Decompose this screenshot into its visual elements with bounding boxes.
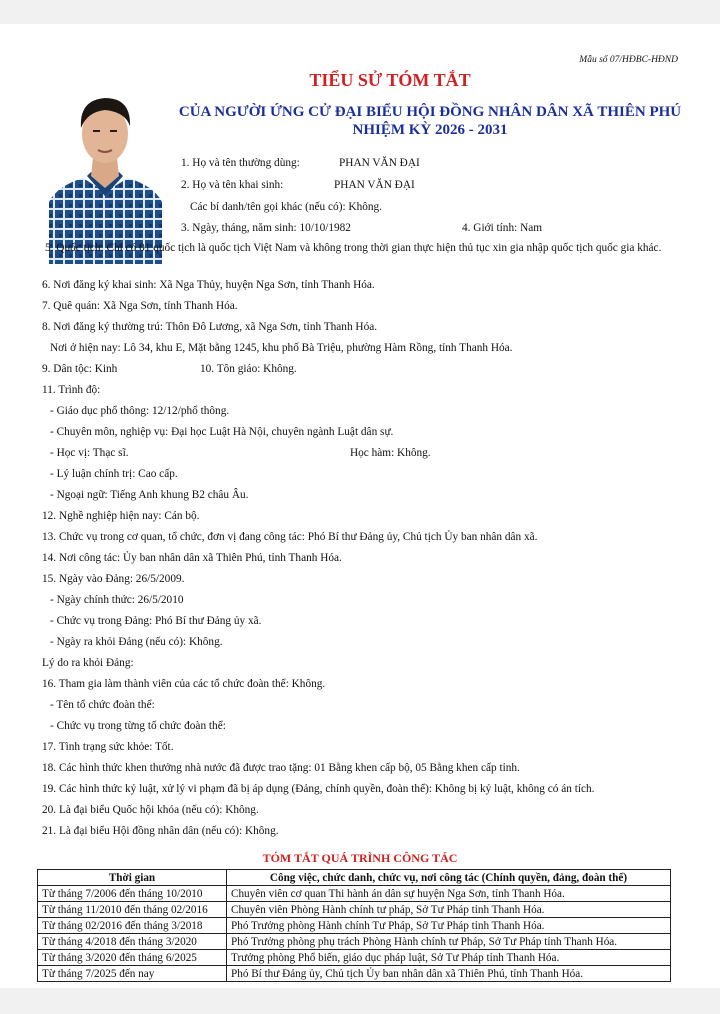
field-value: PHAN VĂN ĐẠI (339, 157, 420, 169)
table-header-row (38, 870, 671, 886)
field-degree: - Học vị: Thạc sĩ. (50, 447, 129, 459)
field-value: PHAN VĂN ĐẠI (334, 179, 415, 191)
table-cell-time: Từ tháng 02/2016 đến tháng 3/2018 (38, 918, 227, 934)
table-cell-role: Phó Trưởng phòng phụ trách Phòng Hành chính tư Pháp, Sở Tư Pháp tỉnh Thanh Hóa. (227, 934, 671, 950)
field-party-official-date: - Ngày chính thức: 26/5/2010 (50, 594, 184, 606)
table-cell-role: Chuyên viên cơ quan Thi hành án dân sự huyện Nga Sơn, tỉnh Thanh Hóa. (227, 886, 671, 902)
field-discipline: 19. Các hình thức kỷ luật, xử lý vi phạm đã bị áp dụng (Đảng, chính quyền, đoàn thể): Không bị kỷ luật, không có án tích. (42, 783, 595, 795)
field-label: 1. Họ và tên thường dùng: (181, 157, 300, 169)
field-health: 17. Tình trạng sức khỏe: Tốt. (42, 741, 174, 753)
column-header-time: Thời gian (38, 870, 227, 886)
term-subtitle: NHIỆM KỲ 2026 - 2031 (352, 122, 508, 138)
document-subtitle: CỦA NGƯỜI ỨNG CỬ ĐẠI BIỂU HỘI ĐỒNG NHÂN DÂN XÃ THIÊN PHÚ (178, 104, 682, 120)
field-party-leave-date: - Ngày ra khỏi Đảng (nếu có): Không. (50, 636, 223, 648)
work-history-title: TÓM TẮT QUÁ TRÌNH CÔNG TÁC (262, 851, 458, 865)
biography-document (0, 24, 720, 988)
field-birth-name (181, 178, 415, 192)
work-history-table (37, 869, 671, 982)
table-row (38, 902, 671, 918)
table-row (38, 966, 671, 982)
field-party-join-date: 15. Ngày vào Đảng: 26/5/2009. (42, 573, 185, 585)
field-permanent-residence: 8. Nơi đăng ký thường trú: Thôn Đô Lương, xã Nga Sơn, tỉnh Thanh Hóa. (42, 321, 378, 333)
field-qualifications: 11. Trình độ: (42, 384, 101, 396)
field-religion: 10. Tôn giáo: Không. (200, 363, 297, 375)
field-birth-registration: 6. Nơi đăng ký khai sinh: Xã Nga Thủy, huyện Nga Sơn, tỉnh Thanh Hóa. (42, 279, 375, 291)
field-hometown: 7. Quê quán: Xã Nga Sơn, tỉnh Thanh Hóa. (42, 300, 238, 312)
table-cell-time: Từ tháng 11/2010 đến tháng 02/2016 (38, 902, 227, 918)
field-birth-date: 3. Ngày, tháng, năm sinh: 10/10/1982 (181, 222, 351, 234)
document-title: TIỂU SỬ TÓM TẮT (309, 70, 471, 90)
field-position: 13. Chức vụ trong cơ quan, tổ chức, đơn vị đang công tác: Phó Bí thư Đảng ủy, Chủ tịch Ủy ban nhân dân xã. (42, 531, 538, 543)
field-specialty: - Chuyên môn, nghiệp vụ: Đại học Luật Hà Nội, chuyên ngành Luật dân sự. (50, 426, 394, 438)
table-row (38, 934, 671, 950)
field-gender: 4. Giới tính: Nam (462, 222, 543, 234)
table-cell-time: Từ tháng 7/2006 đến tháng 10/2010 (38, 886, 227, 902)
table-cell-role: Phó Bí thư Đảng ủy, Chủ tịch Ủy ban nhân dân xã Thiên Phú, tỉnh Thanh Hóa. (227, 966, 671, 982)
person-portrait-icon (49, 74, 162, 264)
table-cell-time: Từ tháng 7/2025 đến nay (38, 966, 227, 982)
field-general-education: - Giáo dục phổ thông: 12/12/phổ thông. (50, 405, 230, 417)
field-political-theory: - Lý luận chính trị: Cao cấp. (50, 468, 178, 480)
table-cell-role: Phó Trưởng phòng Hành chính Tư Pháp, Sở Tư Pháp tỉnh Thanh Hóa. (227, 918, 671, 934)
field-foreign-language: - Ngoại ngữ: Tiếng Anh khung B2 châu Âu. (50, 489, 249, 501)
field-awards: 18. Các hình thức khen thưởng nhà nước đã được trao tặng: 01 Bằng khen cấp bộ, 05 Bằng khen cấp tỉnh. (42, 762, 520, 774)
field-current-address: Nơi ở hiện nay: Lô 34, khu E, Mặt bằng 1245, khu phố Bà Triệu, phường Hàm Rồng, tỉnh Thanh Hóa. (50, 342, 513, 354)
table-cell-time: Từ tháng 3/2020 đến tháng 6/2025 (38, 950, 227, 966)
field-alias: Các bí danh/tên gọi khác (nếu có): Không. (190, 201, 382, 213)
field-common-name (181, 156, 420, 170)
field-nationality: 5. Quốc tịch: Chỉ có 01 quốc tịch là quốc tịch Việt Nam và không trong thời gian thực hiện thủ tục xin gia nhập quốc tịch quốc gia khác. (45, 242, 662, 254)
table-cell-role: Chuyên viên Phòng Hành chính tư pháp, Sở Tư Pháp tỉnh Thanh Hóa. (227, 902, 671, 918)
table-row (38, 886, 671, 902)
portrait-photo (49, 74, 162, 264)
field-organization-name: - Tên tổ chức đoàn thể: (50, 699, 155, 711)
field-organizations: 16. Tham gia làm thành viên của các tổ chức đoàn thể: Không. (42, 678, 326, 690)
field-peoples-council: 21. Là đại biểu Hội đồng nhân dân (nếu có): Không. (42, 825, 279, 837)
field-academic-title: Học hàm: Không. (350, 447, 431, 459)
field-workplace: 14. Nơi công tác: Ủy ban nhân dân xã Thiên Phú, tỉnh Thanh Hóa. (42, 552, 342, 564)
field-national-assembly: 20. Là đại biểu Quốc hội khóa (nếu có): Không. (42, 804, 259, 816)
field-organization-position: - Chức vụ trong từng tổ chức đoàn thể: (50, 720, 226, 732)
field-ethnicity: 9. Dân tộc: Kinh (42, 363, 118, 375)
field-label: 2. Họ và tên khai sinh: (181, 179, 284, 191)
field-party-position: - Chức vụ trong Đảng: Phó Bí thư Đảng ủy xã. (50, 615, 262, 627)
table-cell-role: Trưởng phòng Phổ biến, giáo dục pháp luật, Sở Tư Pháp tỉnh Thanh Hóa. (227, 950, 671, 966)
table-row (38, 918, 671, 934)
table-cell-time: Từ tháng 4/2018 đến tháng 3/2020 (38, 934, 227, 950)
column-header-role: Công việc, chức danh, chức vụ, nơi công tác (Chính quyền, đảng, đoàn thể) (227, 870, 671, 886)
table-row (38, 950, 671, 966)
form-code: Mẫu số 07/HĐBC-HĐND (579, 55, 678, 65)
field-occupation: 12. Nghề nghiệp hiện nay: Cán bộ. (42, 510, 200, 522)
field-party-leave-reason: Lý do ra khỏi Đảng: (42, 657, 134, 669)
